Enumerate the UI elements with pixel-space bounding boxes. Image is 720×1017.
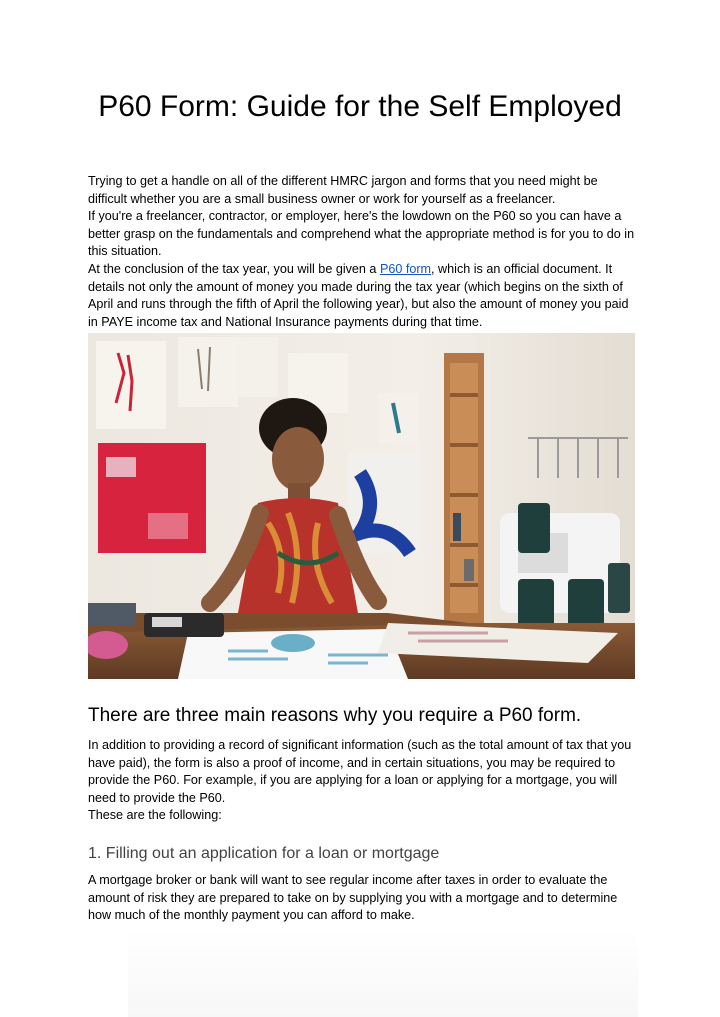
subsection-text	[88, 872, 636, 925]
subsection-heading: 1. Filling out an application for a loan or mortgage	[88, 845, 440, 862]
intro-text	[88, 173, 636, 331]
intro-paragraph-2: If you're a freelancer, contractor, or employer, here's the lowdown on the P60 so you can have a better grasp on the fundamentals and comprehend what the appropriate method is for you to do in this situation.	[88, 209, 635, 259]
photo-illustration	[88, 333, 635, 679]
section-paragraph-2: These are the following:	[88, 808, 222, 823]
page-title: P60 Form: Guide for the Self Employed	[98, 90, 622, 123]
p60-form-link[interactable]: P60 form	[379, 261, 432, 276]
intro-paragraph-3	[88, 261, 636, 331]
intro-paragraph-1: Trying to get a handle on all of the different HMRC jargon and forms that you need might be difficult whether you are a small business owner or work for yourself as a freelancer.	[88, 174, 598, 206]
page-bottom-shade	[128, 930, 638, 1017]
subsection-paragraph-1: A mortgage broker or bank will want to see regular income after taxes in order to evaluate the amount of risk they are prepared to take on by supplying you with a mortgage and to determine how much of the monthly payment you can afford to make.	[88, 873, 618, 923]
intro-paragraph-3-start: At the conclusion of the tax year, you will be given a	[88, 261, 380, 276]
intro-paragraph-3-end: , which is an official document. It details not only the amount of money you made during the tax year (which begins on the sixth of April and runs through the fifth of April the following year), but also the amount of money you paid in PAYE income tax and National Insurance payments during that time.	[88, 261, 629, 329]
photo-woman-at-desk	[88, 333, 635, 679]
section-paragraph-1: In addition to providing a record of significant information (such as the total amount of tax that you have paid), the form is also a proof of income, and in certain situations, you may be required to provide the P60. For example, if you are applying for a loan or applying for a mortgage, you will need to provide the P60.	[88, 738, 632, 805]
section-heading: There are three main reasons why you require a P60 form.	[88, 705, 582, 726]
section-text	[88, 737, 636, 825]
